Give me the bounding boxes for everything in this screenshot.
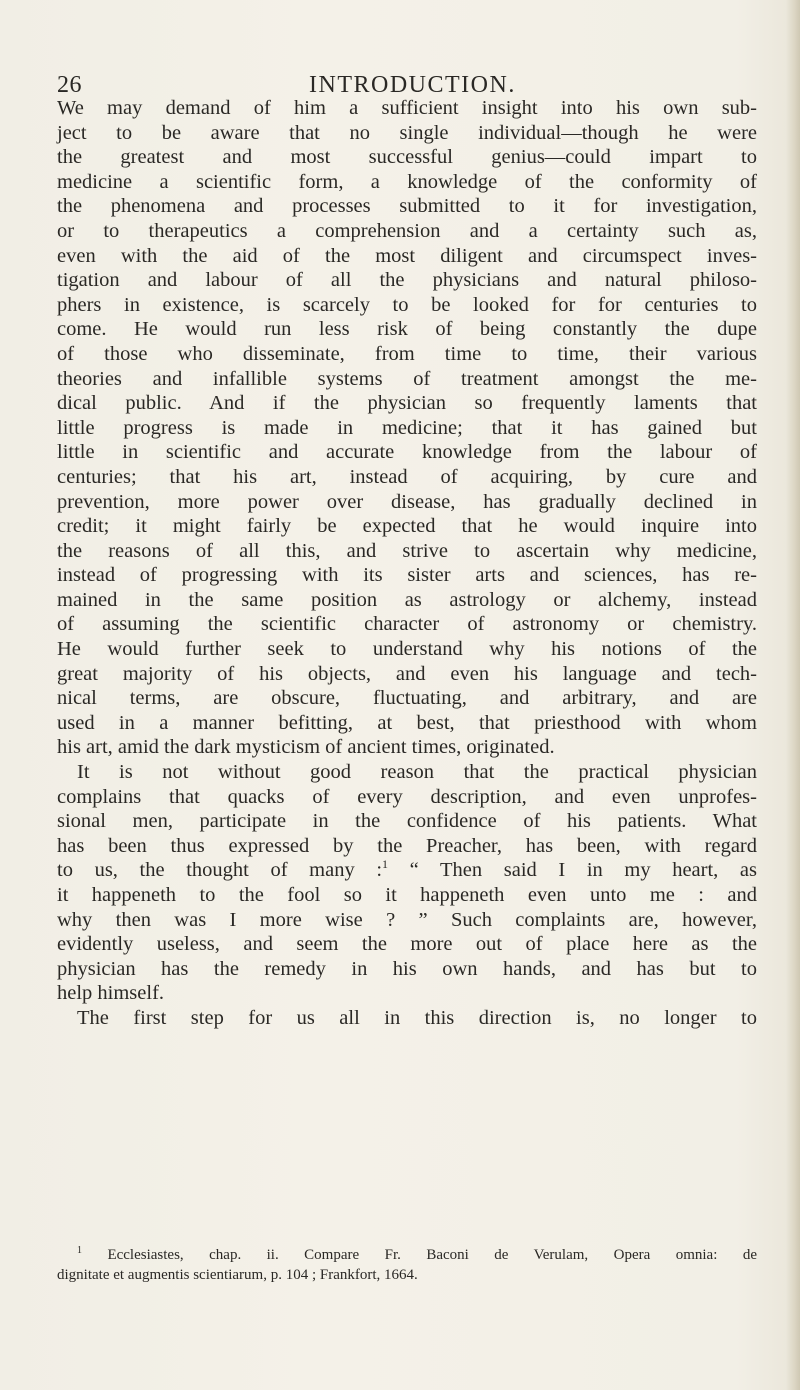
footnote-line	[57, 1245, 757, 1265]
text-line: physician has the remedy in his own hands, and has but to	[57, 957, 757, 980]
footnotes	[57, 1245, 757, 1285]
text-line: We may demand of him a sufficient insight into his own sub-	[57, 97, 757, 119]
text-line: come. He would run less risk of being constantly the dupe	[57, 318, 757, 341]
text-line: it happeneth to the fool so it happeneth even unto me : and	[57, 884, 757, 906]
page-number: 26	[57, 72, 82, 98]
running-title: INTRODUCTION.	[309, 72, 516, 98]
text-line: credit; it might fairly be expected that he would inquire into	[57, 515, 757, 538]
text-line: even with the aid of the most diligent and circumspect inves-	[57, 244, 757, 267]
text-line: instead of progressing with its sister arts and sciences, has re-	[57, 564, 757, 587]
text-line: the reasons of all this, and strive to ascertain why medicine,	[57, 539, 757, 562]
text-line: prevention, more power over disease, has gradually declined in	[57, 490, 757, 513]
text-segment: “ Then said I in my heart, as	[409, 859, 758, 882]
text-line: complains that quacks of every description, and even unprofes-	[57, 785, 757, 808]
text-line: or to therapeutics a comprehension and a certainty such as,	[57, 219, 757, 242]
text-line: of assuming the scientific character of astronomy or chemistry.	[57, 613, 757, 636]
text-line: evidently useless, and seem the more out of place here as the	[57, 933, 757, 956]
text-line: the phenomena and processes submitted to it for investigation,	[57, 195, 757, 218]
text-line: little progress is made in medicine; that it has gained but	[57, 416, 757, 439]
text-line: used in a manner befitting, at best, that priesthood with whom	[57, 711, 757, 734]
text-line: nical terms, are obscure, fluctuating, and arbitrary, and are	[57, 687, 757, 710]
text-line: sional men, participate in the confidence of his patients. What	[57, 810, 757, 833]
text-line: theories and infallible systems of treatment amongst the me-	[57, 367, 757, 390]
body-text	[57, 96, 757, 1031]
text-line: dical public. And if the physician so frequently laments that	[57, 392, 757, 415]
text-line: his art, amid the dark mysticism of ancient times, originated.	[57, 736, 555, 759]
text-line: The first step for us all in this direction is, no longer to	[77, 1006, 757, 1029]
footnote-mark: 1	[77, 1245, 82, 1256]
text-line: tigation and labour of all the physicians and natural philoso-	[57, 269, 757, 292]
text-line: the greatest and most successful genius—could impart to	[57, 146, 757, 169]
footnote-reference: 1	[382, 857, 389, 872]
text-line: medicine a scientific form, a knowledge of the conformity of	[57, 170, 757, 193]
text-line: centuries; that his art, instead of acquiring, by cure and	[57, 465, 757, 488]
page-edge-shadow	[786, 0, 800, 1390]
text-line: of those who disseminate, from time to time, their various	[57, 342, 757, 365]
text-line-with-footnote	[57, 858, 757, 883]
text-line: ject to be aware that no single individual—though he were	[57, 121, 757, 144]
text-line: help himself.	[57, 982, 165, 1005]
text-line: mained in the same position as astrology or alchemy, instead	[57, 588, 757, 611]
text-line: great majority of his objects, and even his language and tech-	[57, 662, 757, 685]
footnote-line: dignitate et augmentis scientiarum, p. 104 ; Frankfort, 1664.	[57, 1267, 418, 1283]
text-segment: to us, the thought of many :	[57, 859, 383, 882]
text-line: phers in existence, is scarcely to be looked for for centuries to	[57, 293, 757, 316]
footnote-text: Ecclesiastes, chap. ii. Compare Fr. Baconi de Verulam, Opera omnia: de	[107, 1247, 757, 1263]
text-line: little in scientific and accurate knowledge from the labour of	[57, 441, 757, 464]
text-line: It is not without good reason that the practical physician	[77, 761, 757, 784]
text-line: why then was I more wise ? ” Such complaints are, however,	[57, 908, 757, 931]
text-line: He would further seek to understand why his notions of the	[57, 638, 757, 661]
text-line: has been thus expressed by the Preacher, has been, with regard	[57, 834, 757, 857]
